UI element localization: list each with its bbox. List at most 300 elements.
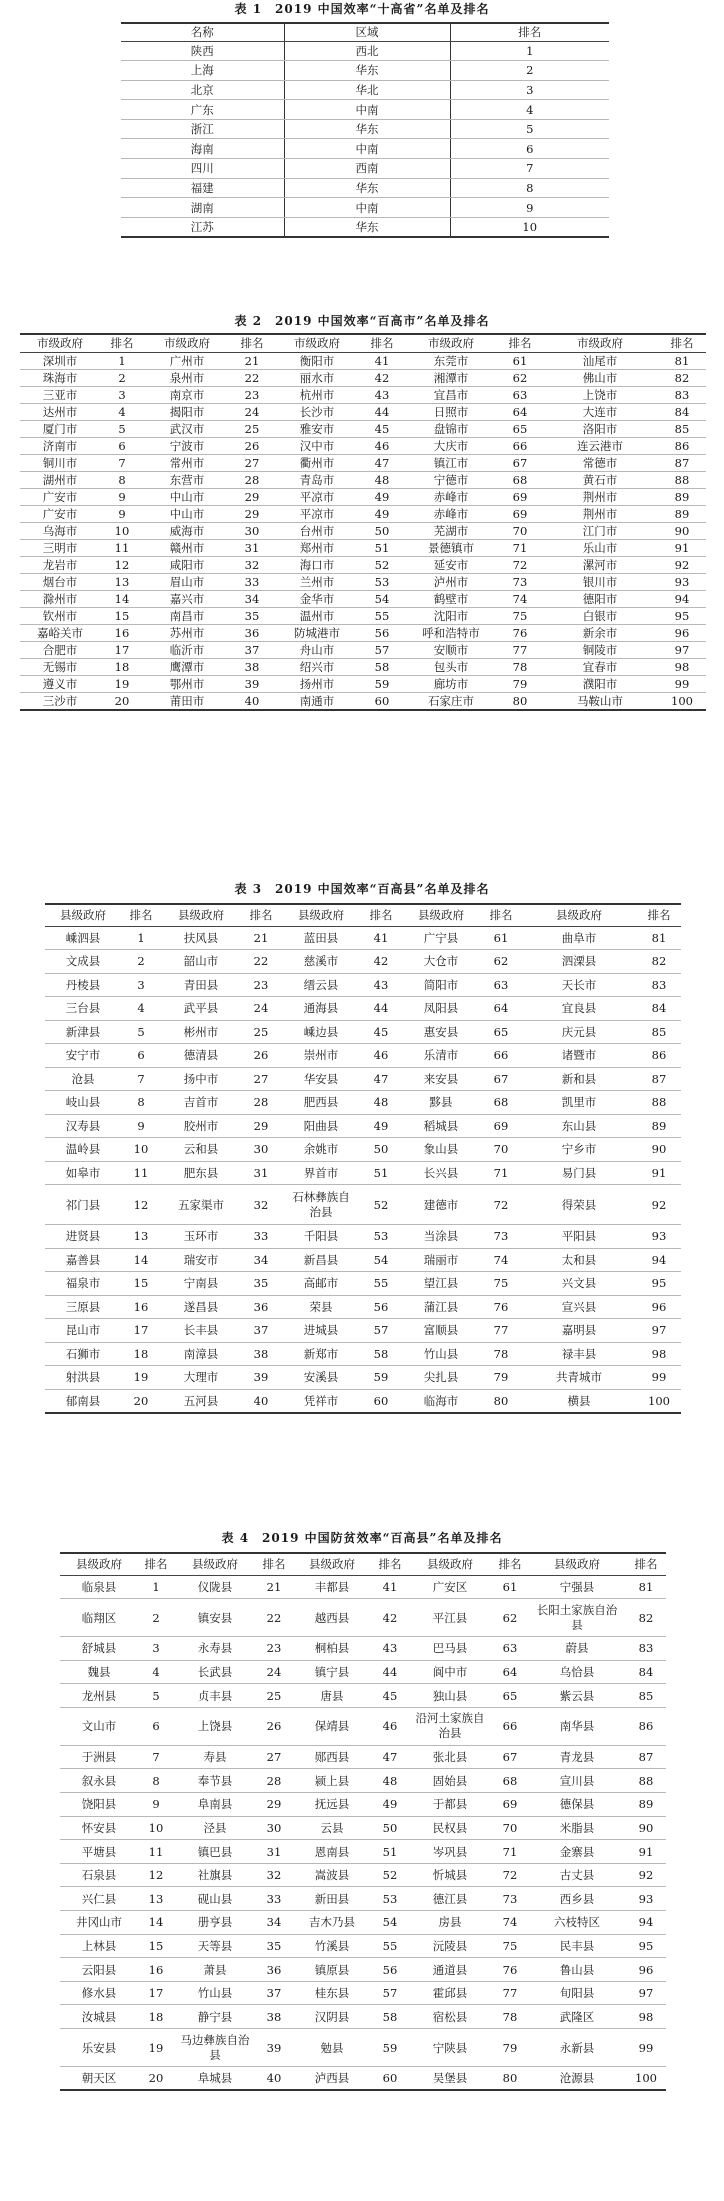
rank-cell: 56	[360, 624, 404, 641]
rank-cell: 48	[361, 1091, 401, 1115]
rank-cell: 92	[626, 1863, 666, 1887]
rank-cell: 4	[121, 997, 161, 1021]
name-cell: 龙岩市	[20, 556, 100, 573]
name-cell: 马鞍山市	[542, 692, 658, 710]
table1-row	[121, 41, 609, 61]
rank-cell: 77	[498, 641, 542, 658]
name-cell: 滁州市	[20, 590, 100, 607]
rank-cell: 64	[492, 1660, 528, 1684]
name-cell: 汝城县	[60, 2005, 138, 2029]
rank-cell: 4	[138, 1660, 174, 1684]
name-cell: 房县	[408, 1911, 492, 1935]
rank-cell: 3	[121, 973, 161, 997]
name-cell: 海南	[121, 139, 284, 159]
rank-cell: 49	[360, 488, 404, 505]
table3-header-cell: 排名	[241, 904, 281, 926]
table4-row	[60, 1660, 666, 1684]
name-cell: 镇安县	[174, 1599, 256, 1637]
rank-cell: 51	[360, 539, 404, 556]
name-cell: 舒城县	[60, 1637, 138, 1661]
name-cell: 五河县	[161, 1389, 241, 1413]
table4-header-cell: 排名	[492, 1553, 528, 1575]
table4-row	[60, 1575, 666, 1599]
rank-cell: 49	[361, 1114, 401, 1138]
name-cell: 张北县	[408, 1745, 492, 1769]
rank-cell: 51	[361, 1161, 401, 1185]
name-cell: 沿河土家族自治县	[408, 1707, 492, 1745]
name-cell: 缙云县	[281, 973, 361, 997]
rank-cell: 45	[360, 420, 404, 437]
table4-header-cell: 县级政府	[528, 1553, 626, 1575]
rank-cell: 中南	[284, 100, 450, 120]
name-cell: 石泉县	[60, 1863, 138, 1887]
rank-cell: 45	[372, 1684, 408, 1708]
name-cell: 新和县	[521, 1067, 637, 1091]
rank-cell: 5	[450, 119, 609, 139]
rank-cell: 82	[658, 369, 706, 386]
name-cell: 当涂县	[401, 1225, 481, 1249]
table4-header-cell: 排名	[138, 1553, 174, 1575]
name-cell: 砚山县	[174, 1887, 256, 1911]
name-cell: 肥西县	[281, 1091, 361, 1115]
rank-cell: 44	[372, 1660, 408, 1684]
rank-cell: 22	[230, 369, 274, 386]
rank-cell: 89	[626, 1793, 666, 1817]
table4-row	[60, 1934, 666, 1958]
rank-cell: 63	[481, 973, 521, 997]
rank-cell: 9	[100, 505, 144, 522]
table3-row	[45, 1248, 681, 1272]
name-cell: 宁乡市	[521, 1138, 637, 1162]
rank-cell: 58	[360, 658, 404, 675]
rank-cell: 22	[241, 950, 281, 974]
name-cell: 湘潭市	[404, 369, 498, 386]
table2-row	[20, 624, 706, 641]
name-cell: 平凉市	[274, 488, 360, 505]
rank-cell: 67	[492, 1745, 528, 1769]
rank-cell: 70	[481, 1138, 521, 1162]
rank-cell: 16	[100, 624, 144, 641]
rank-cell: 41	[372, 1575, 408, 1599]
rank-cell: 21	[256, 1575, 292, 1599]
rank-cell: 5	[138, 1684, 174, 1708]
table3-header-cell: 县级政府	[521, 904, 637, 926]
name-cell: 雅安市	[274, 420, 360, 437]
name-cell: 象山县	[401, 1138, 481, 1162]
rank-cell: 8	[450, 178, 609, 198]
rank-cell: 12	[138, 1863, 174, 1887]
name-cell: 蔚县	[528, 1637, 626, 1661]
rank-cell: 91	[626, 1840, 666, 1864]
name-cell: 鲁山县	[528, 1958, 626, 1982]
name-cell: 余姚市	[281, 1138, 361, 1162]
table4-body	[60, 1575, 666, 2090]
name-cell: 天等县	[174, 1934, 256, 1958]
rank-cell: 48	[372, 1769, 408, 1793]
name-cell: 乌恰县	[528, 1660, 626, 1684]
rank-cell: 19	[138, 2029, 174, 2067]
name-cell: 鄂州市	[144, 675, 230, 692]
table1-body	[121, 41, 609, 237]
name-cell: 苏州市	[144, 624, 230, 641]
table3-header-cell: 县级政府	[161, 904, 241, 926]
rank-cell: 22	[256, 1599, 292, 1637]
rank-cell: 39	[230, 675, 274, 692]
rank-cell: 52	[361, 1185, 401, 1225]
name-cell: 叙永县	[60, 1769, 138, 1793]
name-cell: 珠海市	[20, 369, 100, 386]
rank-cell: 60	[360, 692, 404, 710]
name-cell: 中山市	[144, 488, 230, 505]
rank-cell: 25	[256, 1684, 292, 1708]
name-cell: 阜城县	[174, 2067, 256, 2091]
rank-cell: 13	[100, 573, 144, 590]
name-cell: 云县	[292, 1816, 372, 1840]
name-cell: 达州市	[20, 403, 100, 420]
rank-cell: 42	[360, 369, 404, 386]
name-cell: 镇江市	[404, 454, 498, 471]
name-cell: 固始县	[408, 1769, 492, 1793]
name-cell: 凯里市	[521, 1091, 637, 1115]
name-cell: 揭阳市	[144, 403, 230, 420]
name-cell: 唐县	[292, 1684, 372, 1708]
rank-cell: 65	[481, 1020, 521, 1044]
rank-cell: 78	[481, 1342, 521, 1366]
rank-cell: 31	[241, 1161, 281, 1185]
table2-header-cell: 排名	[498, 334, 542, 352]
rank-cell: 52	[360, 556, 404, 573]
table4-header-cell: 县级政府	[408, 1553, 492, 1575]
rank-cell: 6	[450, 139, 609, 159]
rank-cell: 72	[498, 556, 542, 573]
rank-cell: 84	[626, 1660, 666, 1684]
name-cell: 温岭县	[45, 1138, 121, 1162]
name-cell: 黟县	[401, 1091, 481, 1115]
name-cell: 武隆区	[528, 2005, 626, 2029]
name-cell: 镇宁县	[292, 1660, 372, 1684]
name-cell: 界首市	[281, 1161, 361, 1185]
rank-cell: 88	[626, 1769, 666, 1793]
rank-cell: 72	[492, 1863, 528, 1887]
table2	[20, 333, 706, 711]
name-cell: 云和县	[161, 1138, 241, 1162]
name-cell: 扬中市	[161, 1067, 241, 1091]
rank-cell: 20	[138, 2067, 174, 2091]
name-cell: 进贤县	[45, 1225, 121, 1249]
rank-cell: 1	[100, 352, 144, 369]
name-cell: 石家庄市	[404, 692, 498, 710]
rank-cell: 77	[492, 1981, 528, 2005]
rank-cell: 79	[481, 1366, 521, 1390]
name-cell: 扶风县	[161, 926, 241, 950]
name-cell: 深圳市	[20, 352, 100, 369]
name-cell: 南通市	[274, 692, 360, 710]
rank-cell: 11	[121, 1161, 161, 1185]
rank-cell: 83	[637, 973, 681, 997]
rank-cell: 63	[492, 1637, 528, 1661]
name-cell: 防城港市	[274, 624, 360, 641]
table4-header-cell: 排名	[256, 1553, 292, 1575]
rank-cell: 18	[100, 658, 144, 675]
table3-row	[45, 1366, 681, 1390]
name-cell: 青田县	[161, 973, 241, 997]
name-cell: 石林彝族自治县	[281, 1185, 361, 1225]
name-cell: 赤峰市	[404, 488, 498, 505]
name-cell: 越西县	[292, 1599, 372, 1637]
table2-header-cell: 排名	[658, 334, 706, 352]
rank-cell: 75	[498, 607, 542, 624]
name-cell: 嵊泗县	[45, 926, 121, 950]
rank-cell: 7	[450, 159, 609, 179]
name-cell: 乐清市	[401, 1044, 481, 1068]
table3-caption: 表 3 2019 中国效率“百高县”名单及排名	[234, 882, 490, 896]
rank-cell: 67	[498, 454, 542, 471]
name-cell: 巴马县	[408, 1637, 492, 1661]
name-cell: 抚远县	[292, 1793, 372, 1817]
rank-cell: 97	[626, 1981, 666, 2005]
rank-cell: 38	[230, 658, 274, 675]
table1-header-cell: 排名	[450, 23, 609, 41]
rank-cell: 16	[138, 1958, 174, 1982]
name-cell: 泾县	[174, 1816, 256, 1840]
table2-row	[20, 675, 706, 692]
name-cell: 金华市	[274, 590, 360, 607]
name-cell: 温州市	[274, 607, 360, 624]
table3	[45, 903, 681, 1414]
rank-cell: 73	[498, 573, 542, 590]
rank-cell: 61	[498, 352, 542, 369]
name-cell: 南京市	[144, 386, 230, 403]
rank-cell: 68	[498, 471, 542, 488]
name-cell: 恩南县	[292, 1840, 372, 1864]
rank-cell: 29	[230, 488, 274, 505]
table3-row	[45, 1067, 681, 1091]
rank-cell: 57	[372, 1981, 408, 2005]
name-cell: 宁南县	[161, 1272, 241, 1296]
rank-cell: 39	[241, 1366, 281, 1390]
rank-cell: 55	[372, 1934, 408, 1958]
rank-cell: 49	[372, 1793, 408, 1817]
table2-row	[20, 641, 706, 658]
rank-cell: 87	[626, 1745, 666, 1769]
rank-cell: 53	[372, 1887, 408, 1911]
rank-cell: 98	[626, 2005, 666, 2029]
table2-header-row	[20, 334, 706, 352]
rank-cell: 28	[256, 1769, 292, 1793]
name-cell: 新余市	[542, 624, 658, 641]
name-cell: 武汉市	[144, 420, 230, 437]
name-cell: 烟台市	[20, 573, 100, 590]
name-cell: 三亚市	[20, 386, 100, 403]
rank-cell: 94	[658, 590, 706, 607]
rank-cell: 1	[121, 926, 161, 950]
name-cell: 庆元县	[521, 1020, 637, 1044]
name-cell: 临泉县	[60, 1575, 138, 1599]
rank-cell: 69	[492, 1793, 528, 1817]
rank-cell: 35	[230, 607, 274, 624]
table4-header-cell: 排名	[626, 1553, 666, 1575]
name-cell: 丽水市	[274, 369, 360, 386]
name-cell: 金寨县	[528, 1840, 626, 1864]
rank-cell: 86	[637, 1044, 681, 1068]
rank-cell: 24	[241, 997, 281, 1021]
rank-cell: 84	[658, 403, 706, 420]
table2-header-cell: 市级政府	[404, 334, 498, 352]
name-cell: 颍上县	[292, 1769, 372, 1793]
name-cell: 禄丰县	[521, 1342, 637, 1366]
name-cell: 廊坊市	[404, 675, 498, 692]
name-cell: 竹溪县	[292, 1934, 372, 1958]
table4-header-cell: 县级政府	[174, 1553, 256, 1575]
name-cell: 易门县	[521, 1161, 637, 1185]
name-cell: 临沂市	[144, 641, 230, 658]
rank-cell: 81	[626, 1575, 666, 1599]
name-cell: 泸州市	[404, 573, 498, 590]
name-cell: 如皋市	[45, 1161, 121, 1185]
rank-cell: 12	[100, 556, 144, 573]
table2-row	[20, 658, 706, 675]
rank-cell: 26	[256, 1707, 292, 1745]
rank-cell: 4	[100, 403, 144, 420]
table3-row	[45, 1389, 681, 1413]
name-cell: 沧源县	[528, 2067, 626, 2091]
name-cell: 镇原县	[292, 1958, 372, 1982]
table4-row	[60, 1816, 666, 1840]
rank-cell: 中南	[284, 139, 450, 159]
table2-row	[20, 522, 706, 539]
rank-cell: 3	[138, 1637, 174, 1661]
name-cell: 来安县	[401, 1067, 481, 1091]
name-cell: 临翔区	[60, 1599, 138, 1637]
rank-cell: 14	[138, 1911, 174, 1935]
name-cell: 通海县	[281, 997, 361, 1021]
name-cell: 安溪县	[281, 1366, 361, 1390]
name-cell: 平塘县	[60, 1840, 138, 1864]
name-cell: 曲阜市	[521, 926, 637, 950]
name-cell: 共青城市	[521, 1366, 637, 1390]
table3-header-cell: 县级政府	[401, 904, 481, 926]
name-cell: 宜昌市	[404, 386, 498, 403]
rank-cell: 5	[121, 1020, 161, 1044]
table4-row	[60, 1745, 666, 1769]
rank-cell: 79	[498, 675, 542, 692]
rank-cell: 65	[492, 1684, 528, 1708]
name-cell: 忻城县	[408, 1863, 492, 1887]
table3-row	[45, 1044, 681, 1068]
rank-cell: 93	[637, 1225, 681, 1249]
name-cell: 竹山县	[401, 1342, 481, 1366]
rank-cell: 75	[492, 1934, 528, 1958]
rank-cell: 68	[492, 1769, 528, 1793]
rank-cell: 18	[138, 2005, 174, 2029]
name-cell: 遂昌县	[161, 1295, 241, 1319]
table2-header-cell: 排名	[230, 334, 274, 352]
table3-row	[45, 1295, 681, 1319]
rank-cell: 80	[481, 1389, 521, 1413]
rank-cell: 92	[637, 1185, 681, 1225]
table4-header-cell: 县级政府	[292, 1553, 372, 1575]
name-cell: 广安区	[408, 1575, 492, 1599]
name-cell: 竹山县	[174, 1981, 256, 2005]
rank-cell: 38	[241, 1342, 281, 1366]
name-cell: 静宁县	[174, 2005, 256, 2029]
rank-cell: 46	[372, 1707, 408, 1745]
name-cell: 石狮市	[45, 1342, 121, 1366]
rank-cell: 25	[241, 1020, 281, 1044]
rank-cell: 13	[138, 1887, 174, 1911]
rank-cell: 37	[256, 1981, 292, 2005]
rank-cell: 61	[492, 1575, 528, 1599]
rank-cell: 98	[637, 1342, 681, 1366]
table4-caption: 表 4 2019 中国防贫效率“百高县”名单及排名	[221, 1531, 503, 1545]
rank-cell: 47	[372, 1745, 408, 1769]
table3-row	[45, 1225, 681, 1249]
name-cell: 安顺市	[404, 641, 498, 658]
table4-row	[60, 2067, 666, 2091]
rank-cell: 27	[230, 454, 274, 471]
name-cell: 嘉峪关市	[20, 624, 100, 641]
table3-header-cell: 排名	[361, 904, 401, 926]
name-cell: 富顺县	[401, 1319, 481, 1343]
name-cell: 济南市	[20, 437, 100, 454]
name-cell: 六枝特区	[528, 1911, 626, 1935]
rank-cell: 80	[498, 692, 542, 710]
name-cell: 青龙县	[528, 1745, 626, 1769]
rank-cell: 72	[481, 1185, 521, 1225]
name-cell: 德清县	[161, 1044, 241, 1068]
name-cell: 广东	[121, 100, 284, 120]
name-cell: 海口市	[274, 556, 360, 573]
name-cell: 青岛市	[274, 471, 360, 488]
name-cell: 宣川县	[528, 1769, 626, 1793]
rank-cell: 26	[230, 437, 274, 454]
rank-cell: 2	[450, 61, 609, 81]
rank-cell: 50	[361, 1138, 401, 1162]
table3-row	[45, 926, 681, 950]
rank-cell: 9	[100, 488, 144, 505]
name-cell: 黄石市	[542, 471, 658, 488]
name-cell: 新昌县	[281, 1248, 361, 1272]
name-cell: 兴文县	[521, 1272, 637, 1296]
name-cell: 瑞丽市	[401, 1248, 481, 1272]
rank-cell: 96	[658, 624, 706, 641]
name-cell: 连云港市	[542, 437, 658, 454]
rank-cell: 50	[372, 1816, 408, 1840]
rank-cell: 30	[230, 522, 274, 539]
name-cell: 铜陵市	[542, 641, 658, 658]
name-cell: 饶阳县	[60, 1793, 138, 1817]
rank-cell: 华东	[284, 119, 450, 139]
rank-cell: 85	[658, 420, 706, 437]
rank-cell: 29	[241, 1114, 281, 1138]
rank-cell: 99	[626, 2029, 666, 2067]
rank-cell: 88	[637, 1091, 681, 1115]
rank-cell: 76	[498, 624, 542, 641]
rank-cell: 69	[481, 1114, 521, 1138]
table3-row	[45, 1020, 681, 1044]
rank-cell: 74	[481, 1248, 521, 1272]
name-cell: 岐山县	[45, 1091, 121, 1115]
rank-cell: 95	[637, 1272, 681, 1296]
rank-cell: 61	[481, 926, 521, 950]
name-cell: 大理市	[161, 1366, 241, 1390]
table2-row	[20, 386, 706, 403]
rank-cell: 10	[121, 1138, 161, 1162]
rank-cell: 87	[658, 454, 706, 471]
rank-cell: 43	[372, 1637, 408, 1661]
rank-cell: 56	[372, 1958, 408, 1982]
table2-header-cell: 市级政府	[274, 334, 360, 352]
